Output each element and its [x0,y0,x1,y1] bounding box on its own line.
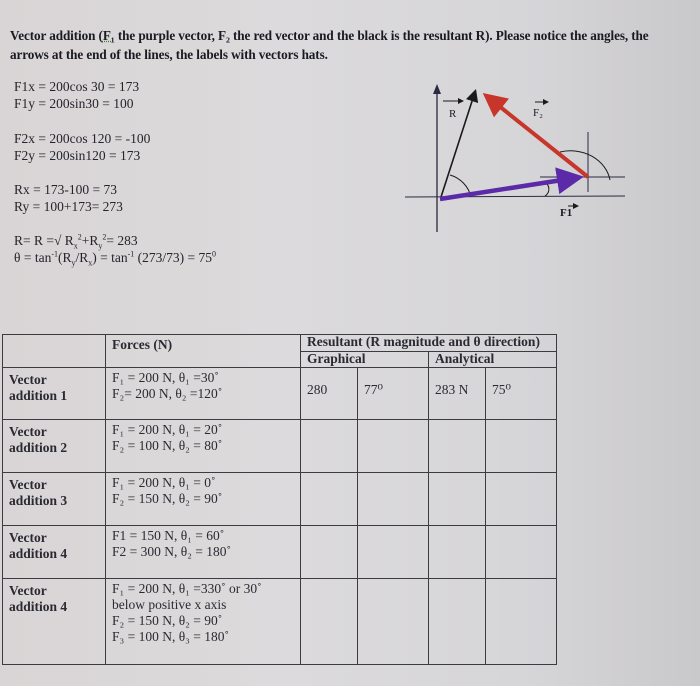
svg-text:R: R [449,108,457,120]
graphical-magnitude-cell[interactable] [301,420,358,473]
svg-text:F₂: F₂ [533,107,543,119]
header-forces: Forces (N) [106,335,301,368]
f1-components [14,78,139,112]
f2y-equation: F2y = 200sin120 = 173 [14,148,141,163]
f1x-equation: F1x = 200cos 30 = 173 [14,79,140,94]
graphical-magnitude-cell[interactable] [301,579,358,665]
graphical-direction-cell[interactable] [358,473,429,526]
analytical-magnitude-cell[interactable] [429,420,486,473]
analytical-magnitude-cell[interactable] [429,579,486,665]
rx-equation: Rx = 173-100 = 73 [14,182,117,197]
ry-equation: Ry = 100+173= 273 [14,199,123,214]
forces-cell: F₁ = 200 N, θ₁ = 20˚ F₂ = 100 N, θ₂ = 80˚ [106,420,301,473]
graphical-direction-cell[interactable] [358,526,429,579]
svg-text:F1: F1 [560,207,573,219]
f1-label: F₁ [102,28,115,43]
header-analytical: Analytical [429,351,557,368]
row-label: Vector addition 2 [3,420,106,473]
resultant-equations [14,232,216,266]
forces-cell: F₁ = 200 N, θ₁ =330˚ or 30˚ below positive x axis F₂ = 150 N, θ₂ = 90˚ F₃ = 100 N, θ₃ = 180˚ [106,579,301,665]
f2-components [14,130,150,164]
row-label: Vector addition 4 [3,526,106,579]
graphical-magnitude-cell[interactable]: 280 [301,368,358,420]
table-row [3,473,557,526]
forces-cell: F₁ = 200 N, θ₁ = 0˚ F₂ = 150 N, θ₂ = 90˚ [106,473,301,526]
graphical-direction-cell[interactable] [358,579,429,665]
angle-equation: $\theta = \tan^{-1}(R_y/R_x) = \tan^{-1} (273/73) = 75^0$ [14,249,217,268]
header-empty-cell [3,335,106,368]
axes [405,84,625,232]
analytical-magnitude-cell[interactable] [429,473,486,526]
magnitude-equation: R= R =√ $R_x^2+R_y^2= 283$ [14,232,138,251]
r-components [14,181,123,215]
analytical-direction-cell[interactable] [486,420,557,473]
table-row [3,526,557,579]
graphical-magnitude-cell[interactable] [301,473,358,526]
analytical-direction-cell[interactable]: 75⁰ [486,368,557,420]
row-label: Vector addition 4 [3,579,106,665]
graphical-direction-cell[interactable]: 77⁰ [358,368,429,420]
table-row [3,420,557,473]
analytical-direction-cell[interactable] [486,473,557,526]
label-f2 [533,99,549,119]
resultant-vector [441,92,475,197]
f1y-equation: F1y = 200sin30 = 100 [14,96,134,111]
label-f1 [560,203,579,219]
vector-addition-table [2,334,557,665]
f2x-equation: F2x = 200cos 120 = -100 [14,131,151,146]
instructions-paragraph [10,26,690,64]
angle-arc-f1 [545,184,549,196]
table-row [3,368,557,420]
instructions-text-2: the purple vector, F₂ the red vector and the black is the resultant R). Please notice the angles, the arrows at the end of the lines, the labels with vectors hats. [10,28,649,62]
header-row-1 [3,335,557,352]
row-label: Vector addition 1 [3,368,106,420]
header-graphical: Graphical [301,351,429,368]
row-label: Vector addition 3 [3,473,106,526]
label-r [443,98,464,120]
analytical-magnitude-cell[interactable] [429,526,486,579]
graphical-direction-cell[interactable] [358,420,429,473]
graphical-magnitude-cell[interactable] [301,526,358,579]
table-row [3,579,557,665]
analytical-direction-cell[interactable] [486,579,557,665]
analytical-direction-cell[interactable] [486,526,557,579]
forces-cell: F₁ = 200 N, θ₁ =30˚ F₂= 200 N, θ₂ =120˚ [106,368,301,420]
forces-cell: F1 = 150 N, θ₁ = 60˚ F2 = 300 N, θ₂ = 180˚ [106,526,301,579]
instructions-text-1: Vector addition ( [10,28,103,43]
vector-diagram [405,72,625,232]
header-resultant: Resultant (R magnitude and θ direction) [301,335,557,352]
analytical-magnitude-cell[interactable]: 283 N [429,368,486,420]
